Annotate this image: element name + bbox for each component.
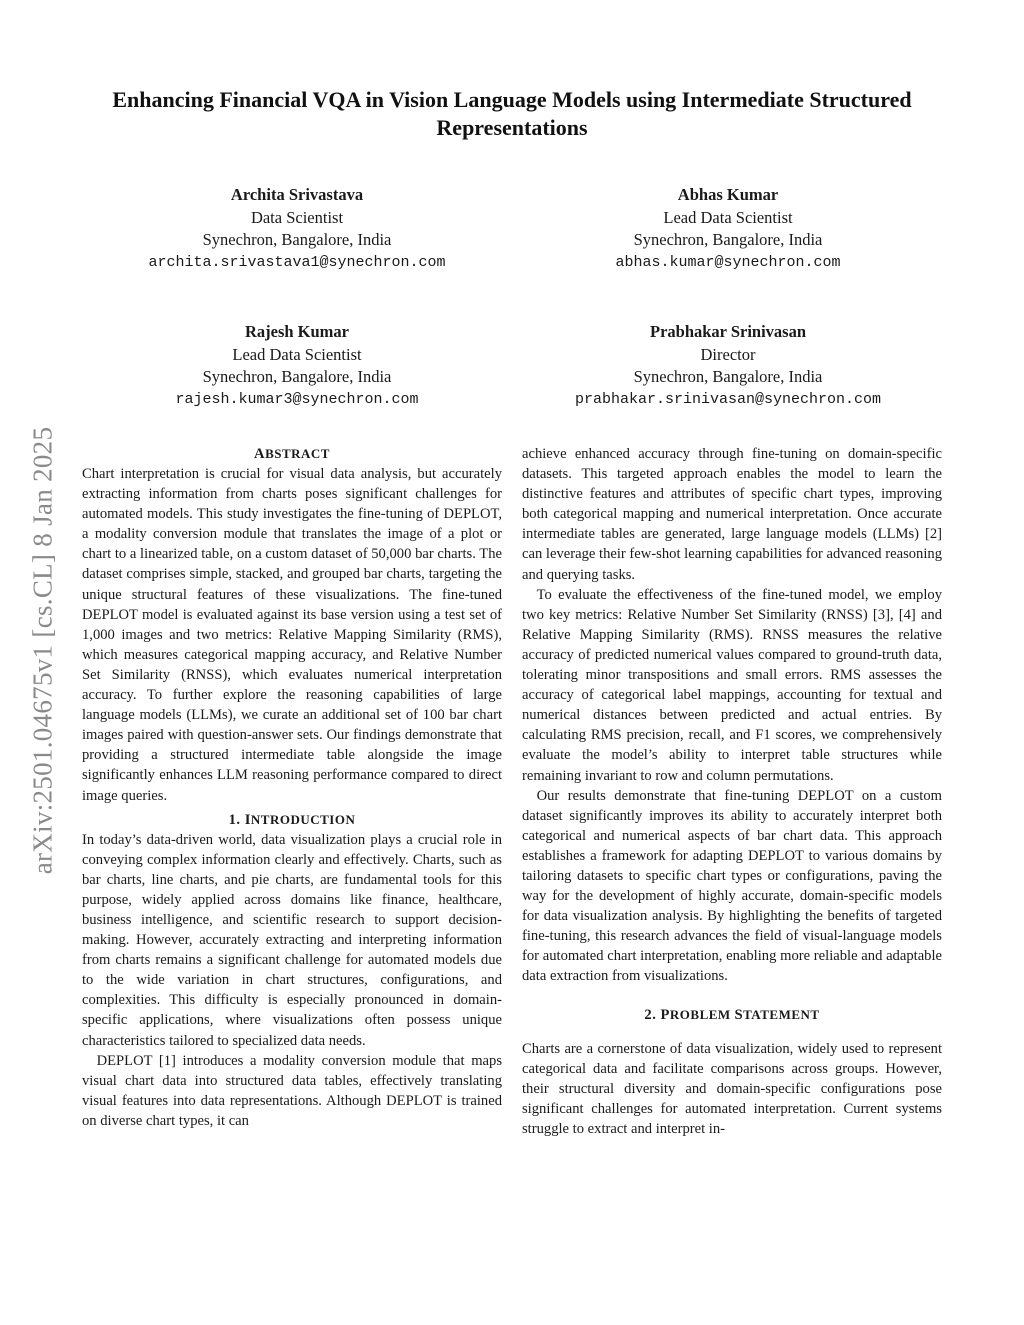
author-name: Archita Srivastava <box>230 185 364 204</box>
introduction-paragraph: DEPLOT [1] introduces a modality conversion module that maps visual chart data into structured data tables, effectively translating visual features into data representations. Although DEPLOT is trained on diverse chart types, it can <box>82 1052 502 1129</box>
introduction-paragraph: Our results demonstrate that fine-tuning DEPLOT on a custom dataset significantly improves its ability to accurately interpret both categorical and numerical aspects of bar chart data. This approach establishes a framework for adapting DEPLOT to various domains by tailoring datasets to specific chart types or configurations, paving the way for the development of highly accurate, domain-specific models for data visualization analysis. By highlighting the benefits of targeted fine-tuning, this research advances the field of visual-language models for automated chart interpretation, enabling more reliable and adaptable data extraction from visualizations. <box>522 787 942 985</box>
author-affiliation: Synechron, Bangalore, India <box>202 230 392 249</box>
author-role: Director <box>700 344 756 364</box>
author-email: archita.srivastava1@synechron.com <box>148 253 446 271</box>
author-block <box>87 321 507 411</box>
introduction-paragraph: To evaluate the effectiveness of the fine-tuned model, we employ two key metrics: Relative Number Set Similarity (RNSS) [3], [4] and Relative Mapping Similarity (RMS). RNSS measures the relative accuracy of predicted numerical values compared to ground-truth data, tolerating minor transpositions and small errors. RMS assesses the accuracy of categorical label mappings, accounting for textual and numerical distances between predicted and actual entries. By calculating RMS precision, recall, and F1 scores, we comprehensively evaluate the model’s ability to interpret table structures while remaining invariant to row and column permutations. <box>522 586 942 784</box>
problem-statement-heading: 2. PROBLEM STATEMENT <box>644 1006 820 1023</box>
author-name: Rajesh Kumar <box>244 322 350 341</box>
author-role: Lead Data Scientist <box>663 207 793 227</box>
abstract-heading: ABSTRACT <box>254 446 330 462</box>
paper-title: Enhancing Financial VQA in Vision Language Models using Intermediate Structured Representations <box>112 87 912 140</box>
introduction-heading: 1. INTRODUCTION <box>228 811 356 828</box>
problem-statement-paragraph: Charts are a cornerstone of data visualization, widely used to represent categorical data and facilitate comparisons across groups. However, their structural diversity and domain-specific configurations pose significant challenges for automated interpretation. Current systems struggle to extract and interpret in- <box>522 1040 942 1137</box>
author-email: abhas.kumar@synechron.com <box>615 253 841 271</box>
author-affiliation: Synechron, Bangalore, India <box>633 367 823 386</box>
author-email: rajesh.kumar3@synechron.com <box>175 390 419 408</box>
abstract-text: Chart interpretation is crucial for visual data analysis, but accurately extracting information from charts poses significant challenges for automated models. This study investigates the fine-tuning of DEPLOT, a modality conversion module that translates the image of a plot or chart to a linearized table, on a custom dataset of 50,000 bar charts. The dataset comprises simple, stacked, and grouped bar charts, targeting the unique structural features of these visualizations. The fine-tuned DEPLOT model is evaluated against its base version using a test set of 1,000 images and two metrics: Relative Mapping Similarity (RMS), which measures categorical mapping accuracy, and Relative Number Set Similarity (RNSS), which evaluates numerical interpretation accuracy. To further explore the reasoning capabilities of large language models (LLMs), we curate an additional set of 100 bar chart images paired with question-answer sets. Our findings demonstrate that providing a structured intermediate table alongside the image significantly enhances LLM reasoning performance compared to direct image queries. <box>82 466 502 804</box>
left-column <box>82 444 502 1131</box>
author-affiliation: Synechron, Bangalore, India <box>202 367 392 386</box>
author-role: Lead Data Scientist <box>232 344 362 364</box>
author-email: prabhakar.srinivasan@synechron.com <box>574 390 882 408</box>
right-column <box>522 444 942 1139</box>
introduction-paragraph: In today’s data-driven world, data visualization plays a crucial role in conveying complex information clearly and effectively. Charts, such as bar charts, line charts, and pie charts, are fundamental tools for this purpose, widely applied across domains like finance, healthcare, business intelligence, and scientific research to support decision-making. However, accurately extracting and interpreting information from charts remains a significant challenge for automated models due to the wide variation in chart structures, configurations, and complexities. This difficulty is especially pronounced in domain-specific applications, where visualizations often possess unique characteristics tailored to specialized data needs. <box>82 831 502 1049</box>
author-name: Abhas Kumar <box>677 185 779 204</box>
arxiv-identifier-stamp <box>18 370 68 930</box>
author-block <box>518 321 938 411</box>
author-name: Prabhakar Srinivasan <box>649 322 807 341</box>
author-block <box>518 184 938 274</box>
author-affiliation: Synechron, Bangalore, India <box>633 230 823 249</box>
introduction-paragraph-continued: achieve enhanced accuracy through fine-tuning on domain-specific datasets. This targeted approach enables the model to learn the distinctive features and attributes of specific chart types, improving both categorical mapping and numerical interpretation. Once accurate intermediate tables are generated, large language models (LLMs) [2] can leverage their few-shot learning capabilities for advanced reasoning and querying tasks. <box>522 446 942 583</box>
author-block <box>87 184 507 274</box>
arxiv-id-text: arXiv:2501.04675v1 [cs.CL] 8 Jan 2025 <box>27 426 58 874</box>
author-role: Data Scientist <box>250 207 344 227</box>
